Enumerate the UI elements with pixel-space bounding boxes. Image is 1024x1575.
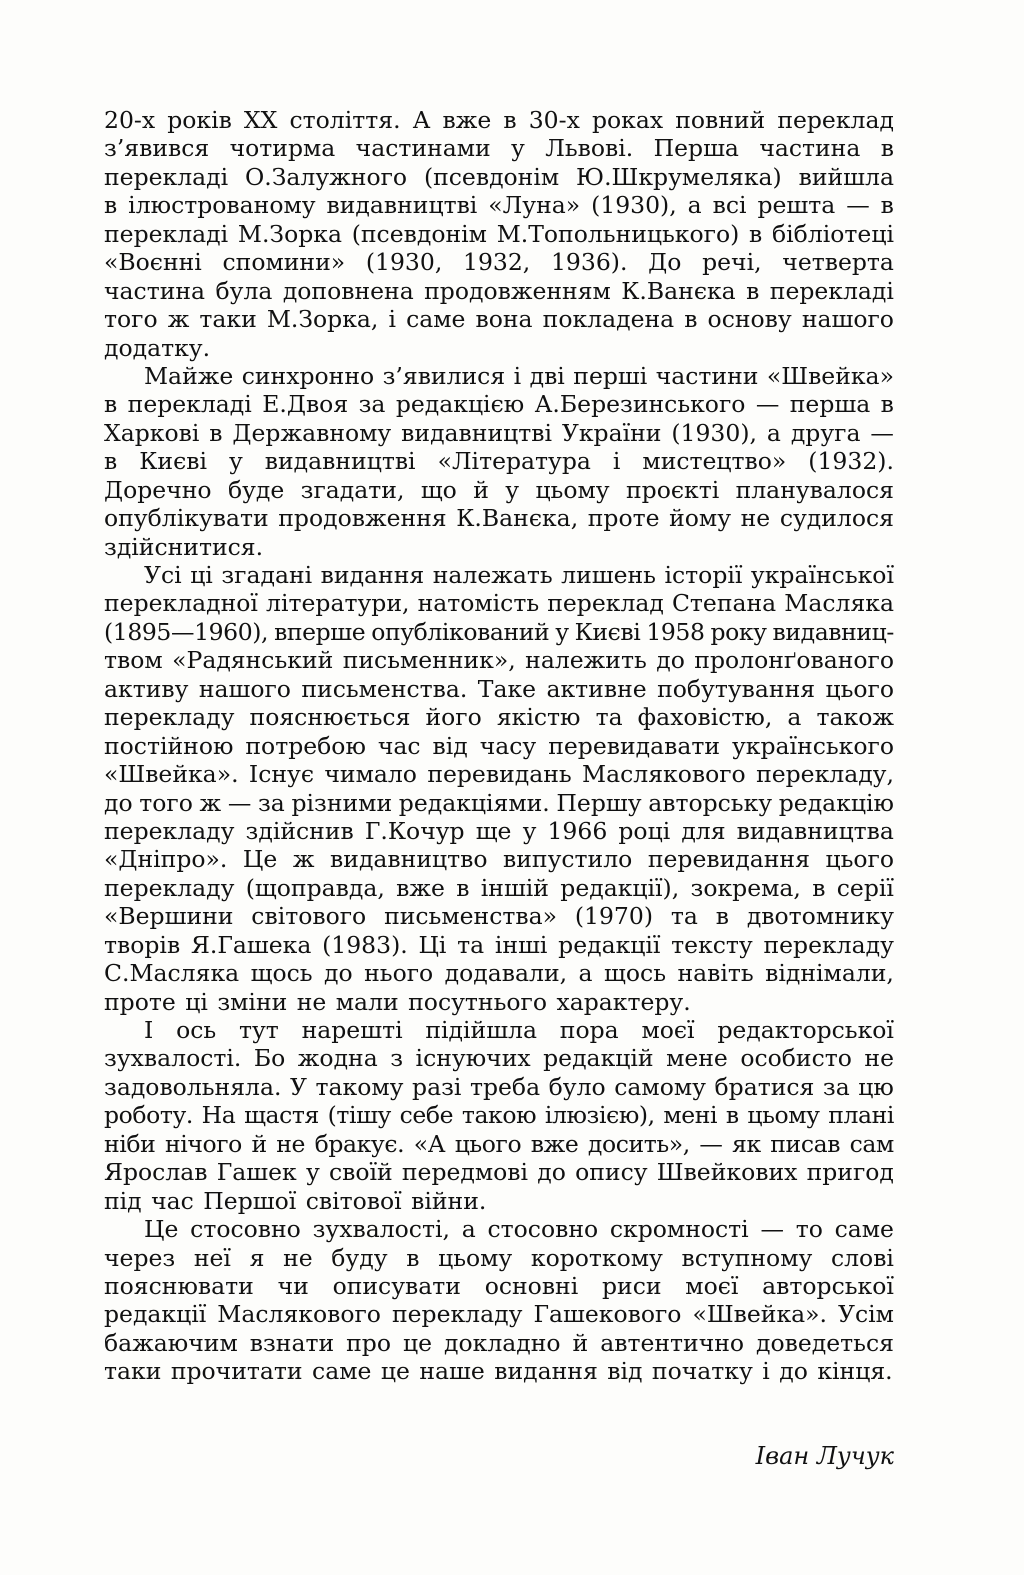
text-line: редакції Маслякового перекладу Гашекового «Швейка». Усім xyxy=(104,1300,894,1329)
text-line: під час Першої світової війни. xyxy=(104,1186,487,1215)
text-line: творів Я.Гашека (1983). Ці та інші редакції тексту перекладу xyxy=(104,930,894,959)
text-line: твом «Радянський письменник», належить до пролонґованого xyxy=(104,646,894,675)
text-line: «Вершини світового письменства» (1970) та в двотомнику xyxy=(104,902,894,931)
text-line: з’явився чотирма частинами у Львові. Перша частина в xyxy=(104,134,894,163)
text-line: «Дніпро». Це ж видавництво випустило перевидання цього xyxy=(104,845,894,874)
text-line: «Воєнні спомини» (1930, 1932, 1936). До речі, четверта xyxy=(104,248,894,277)
text-line: того ж таки М.Зорка, і саме вона покладена в основу нашого xyxy=(104,305,894,334)
text-line: пояснювати чи описувати основні риси моєї авторської xyxy=(104,1271,894,1300)
text-line: перекладу здійснив Г.Кочур ще у 1966 році для видавництва xyxy=(104,816,894,845)
paragraph xyxy=(104,362,894,561)
text-line: Усі ці згадані видання належать лишень історії української xyxy=(144,561,894,589)
text-line: «Швейка». Існує чимало перевидань Маслякового перекладу, xyxy=(104,760,894,789)
text-line: здійснитися. xyxy=(104,532,264,561)
text-line: ніби нічого й не бракує. «А цього вже досить», — як писав сам xyxy=(104,1129,894,1158)
paragraph xyxy=(104,1016,894,1215)
text-line: активу нашого письменства. Таке активне побутування цього xyxy=(104,674,894,703)
body-text xyxy=(104,106,894,1386)
text-line: (1895—1960), вперше опублікований у Києві 1958 року видавниц- xyxy=(104,617,894,646)
text-line: Доречно буде згадати, що й у цьому проєкті планувалося xyxy=(104,475,894,504)
text-line: в перекладі Е.Двоя за редакцією А.Березинського — перша в xyxy=(104,390,894,419)
text-line: зухвалості. Бо жодна з існуючих редакцій мене особисто не xyxy=(104,1044,894,1073)
text-line: Майже синхронно з’явилися і дві перші частини «Швейка» xyxy=(144,361,894,390)
text-line: Ярослав Гашек у своїй передмові до опису Швейкових пригод xyxy=(104,1158,894,1187)
text-line: 20-х років XX століття. А вже в 30-х роках повний переклад xyxy=(104,106,894,134)
text-line: задовольняла. У такому разі треба було самому братися за цю xyxy=(104,1072,894,1101)
text-line: перекладі О.Залужного (псевдонім Ю.Шкрумеляка) вийшла xyxy=(104,162,894,191)
author-signature: Іван Лучук xyxy=(755,1442,894,1470)
text-line: проте ці зміни не мали посутнього характеру. xyxy=(104,987,691,1016)
paragraph xyxy=(104,561,894,1016)
text-line: перекладу (щоправда, вже в іншій редакції), зокрема, в серії xyxy=(104,873,894,902)
text-line: бажаючим взнати про це докладно й автентично доведеться xyxy=(104,1328,894,1357)
text-line: Це стосовно зухвалості, а стосовно скромності — то саме xyxy=(144,1215,894,1244)
text-line: Харкові в Державному видавництві України (1930), а друга — xyxy=(104,418,894,447)
text-line: в ілюстрованому видавництві «Луна» (1930), а всі решта — в xyxy=(104,191,894,220)
text-line: постійною потребою час від часу перевидавати українського xyxy=(104,731,894,760)
text-line: до того ж — за різними редакціями. Першу авторську редакцію xyxy=(104,788,894,817)
text-line: таки прочитати саме це наше видання від початку і до кінця. xyxy=(104,1357,893,1386)
text-line: опублікувати продовження К.Ванєка, проте йому не судилося xyxy=(104,504,894,533)
paragraph xyxy=(104,106,894,362)
text-line: перекладної літератури, натомість переклад Степана Масляка xyxy=(104,589,894,618)
text-line: перекладі М.Зорка (псевдонім М.Топольницького) в бібліотеці xyxy=(104,219,894,248)
text-line: додатку. xyxy=(104,333,211,362)
text-line: І ось тут нарешті підійшла пора моєї редакторської xyxy=(144,1016,894,1044)
text-line: С.Масляка щось до нього додавали, а щось навіть віднімали, xyxy=(104,959,894,988)
paragraph xyxy=(104,1215,894,1386)
text-line: перекладу пояснюється його якістю та фаховістю, а також xyxy=(104,703,894,732)
text-line: частина була доповнена продовженням К.Ванєка в перекладі xyxy=(104,276,894,305)
text-line: через неї я не буду в цьому короткому вступному слові xyxy=(104,1243,894,1272)
text-line: в Києві у видавництві «Література і мистецтво» (1932). xyxy=(104,447,894,476)
text-line: роботу. На щастя (тішу себе такою ілюзією), мені в цьому плані xyxy=(104,1101,894,1130)
